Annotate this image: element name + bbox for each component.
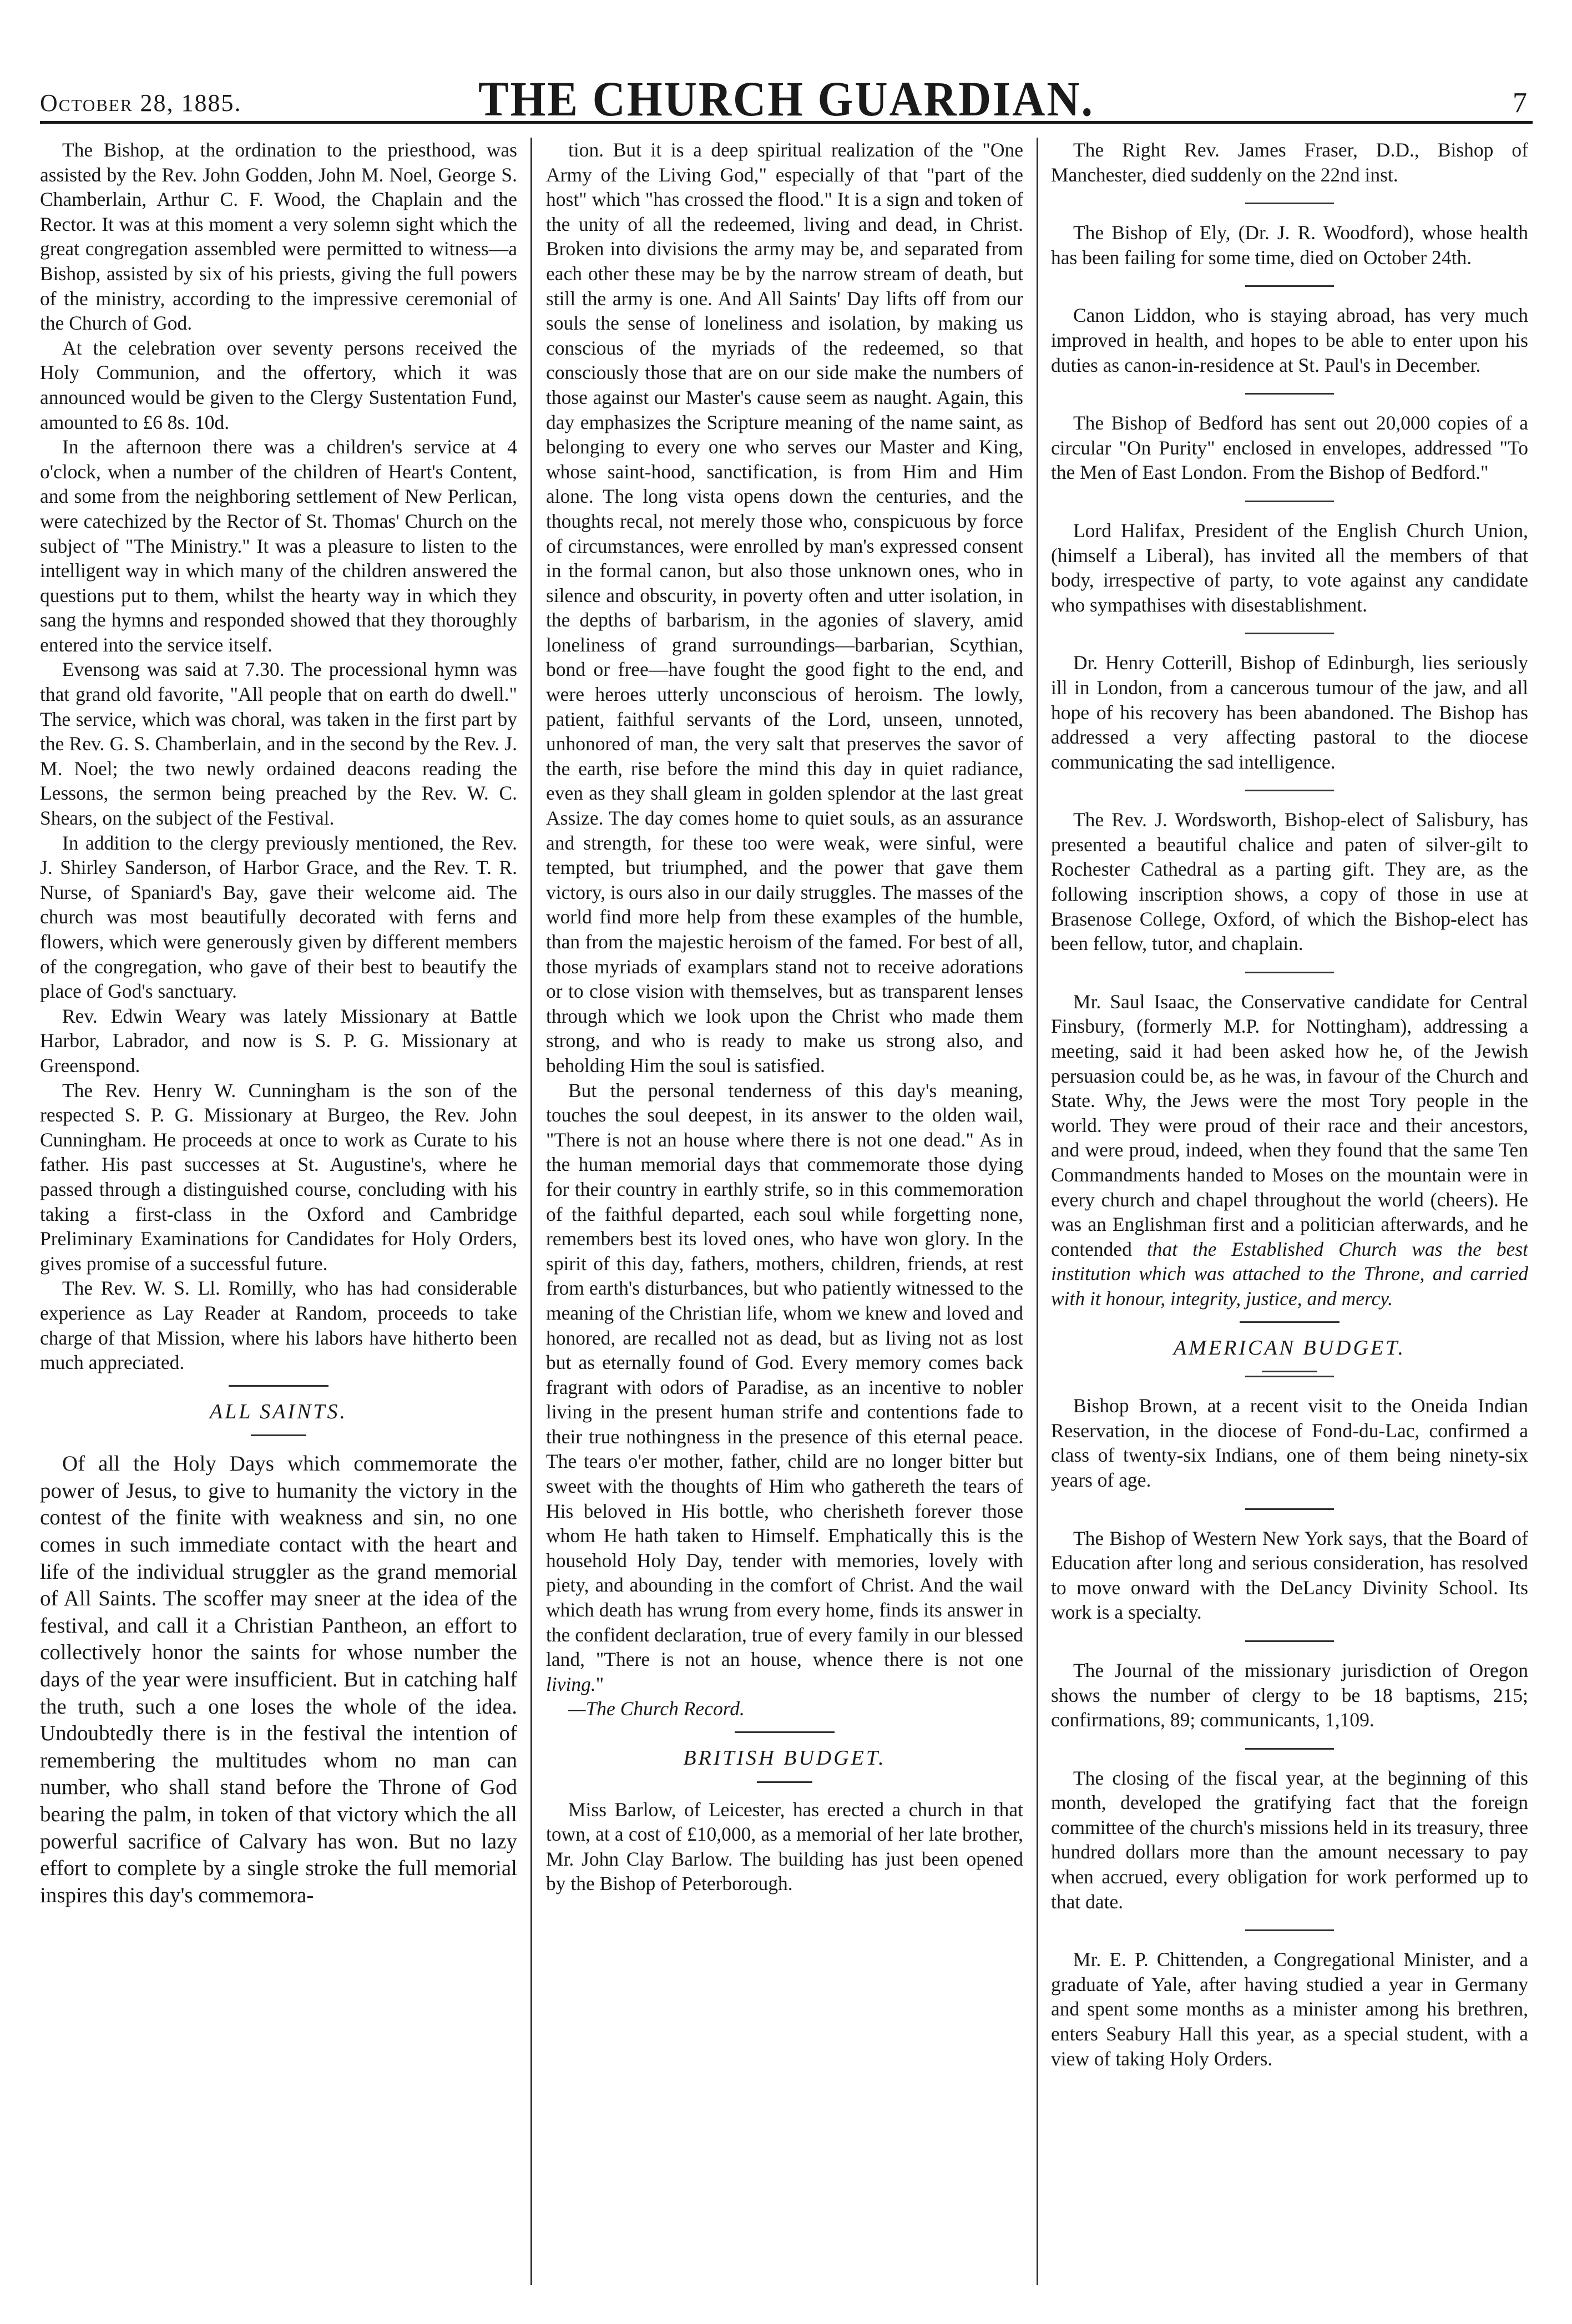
article-paragraph: Miss Barlow, of Leicester, has erected a church in that town, at a cost of £10,000, as a memorial of her late brother, Mr. John Clay Barlow. The building has just been opened by the Bishop of Peterborough. [546,1798,1023,1895]
article-paragraph: Of all the Holy Days which commemorate the power of Jesus, to give to humanity the victory in the contest of the finite with weakness and sin, no one comes in such immediate contact with the heart and life of the individual struggler as the grand memorial of All Saints. The scoffer may sneer at the idea of the festival, and call it a Christian Pantheon, an effort to collectively honor the saints for whose number the days of the year were insufficient. But in catching half the truth, such a one loses the whole of the idea. Undoubtedly there is in the festival the intention of remembering the multitudes whom no man can number, who shall stand before the Throne of God bearing the palm, in token of that victory which the all powerful sacrifice of Calvary has won. But no lazy effort to complete by a single stroke the full memorial inspires this day's commemora- [40,1452,517,1907]
news-item: The closing of the fiscal year, at the beginning of this month, developed the gratifying fact that the foreign committee of the church's missions held in its treasury, three hundred dollars more than the amount necessary to pay when accrued, every obligation for work performed up to that date. [1051,1766,1528,1914]
issue-date: October 28, 1885. [40,89,242,117]
article-paragraph: tion. But it is a deep spiritual realization of the "One Army of the Living God," especially of that "part of the host" which "has crossed the flood." It is a sign and token of the unity of all the redeemed, living and dead, in Christ. Broken into divisions the army may be, and separated from each other these may be by the narrow stream of death, but still the army is one. And All Saints' Day lifts off from our souls the sense of loneliness and isolation, by making us conscious of the myriads of the redeemed, so that consciously those that are on our side make the numbers of those against our Master's cause seem as naught. Again, this day emphasizes the Scripture meaning of the name saint, as belonging to every one who serves our Master and King, whose saint-hood, sanctification, is from Him and Him alone. The long vista opens down the centuries, and the thoughts recal, not merely those who, conspicuous by force of circumstances, were enrolled by man's expressed consent in the formal canon, but also those unknown ones, who in silence and obscurity, in poverty often and utter isolation, in the depths of barbarism, in the agonies of slavery, amid loneliness of grand surroundings—barbarian, Scythian, bond or free—have fought the good fight to the end, and were heroes utterly unconscious of heroism. The lowly, patient, faithful servants of the Lord, unseen, unnoted, unhonored of man, the very salt that preserves the savor of the earth, rise before the mind this day in quiet radiance, even as they shall gleam in golden splendor at the last great Assize. The day comes home to quiet souls, as an assurance and strength, for these too were weak, were sinful, were tempted, but triumphed, and the power that gave them victory, is ours also in our daily struggles. The masses of the world find more help from these examples of the humble, than from the majestic heroism of the famed. For best of all, those myriads of examplars stand not to receive adorations or to close vision with themselves, but as transparent lenses through which we look upon the Christ who made them strong, and who is ready to make us strong also, and beholding Him the soul is satisfied. [546,139,1023,1077]
article-source: —The Church Record. [568,1697,745,1720]
paragraph-text: Mr. Saul Isaac, the Conservative candidate for Central Finsbury, (formerly M.P. for Nottingham), addressing a meeting, said it had been asked how he, of the Jewish persuasion could be, as he was, in favour of the Church and State. Why, the Jews were the most Tory people in the world. They were proud of their race and their ancestors, and were proud, indeed, when they found that the same Ten Commandments handed to Moses on the mountain were in every church and chapel throughout the world (cheers). He was an Englishman first and a politician afterwards, and he contended [1051,990,1528,1260]
paragraph-text: But the personal tenderness of this day's meaning, touches the soul deepest, in its answer to the olden wail, "There is not an house where there is not one dead." As in the human memorial days that commemorate those dying for their country in earthly strife, so in this commemoration of the faithful departed, each soul while forgetting none, remembers best its loved ones, who have won glory. In the spirit of this day, fathers, mothers, children, friends, at rest from earth's disturbances, but who patiently witnessed to the meaning of the Christian life, whom we knew and loved and honored, are recalled not as dead, but as living not as lost but as eternally found of God. Every memory comes back fragrant with odors of Paradise, as an incentive to nobler living in the present human strife and contentions fade to their true nothingness in the presence of this eternal peace. The tears o'er mother, father, child are no longer bitter but sweet with the thoughts of Him who gathereth the tears of His beloved in His bottle, who cherisheth forever those whom He hath taken to Himself. Emphatically this is the household Holy Day, tender with memories, lovely with piety, and abounding in the comfort of Christ. And the wail which death has wrung from every home, finds its answer in the confident declaration, true of every family in our blessed land, "There is not an house, whence there is not one [546,1079,1023,1671]
news-item [1051,989,1528,1311]
column-divider [1037,138,1038,2285]
section-heading-british-budget: BRITISH BUDGET. [546,1746,1023,1771]
emphasis-text: that the Established Church was the best institution which was attached to the Throne, and carried with it honour, integrity, justice, and mercy. [1051,1237,1528,1310]
article-paragraph: Rev. Edwin Weary was lately Missionary at Battle Harbor, Labrador, and now is S. P. G. Missionary at Greenspond. [40,1004,517,1077]
article-paragraph: In the afternoon there was a children's service at 4 o'clock, when a number of the children of Heart's Content, and some from the neighboring settlement of New Perlican, were catechized by the Rector of St. Thomas' Church on the subject of "The Ministry." It was a pleasure to listen to the intelligent way in which many of the children answered the questions put to them, whilst the hearty way in which they sang the hymns and responded showed that they thoroughly entered into the service itself. [40,436,517,656]
news-item: Canon Liddon, who is staying abroad, has very much improved in health, and hopes to be able to enter upon his duties as canon-in-residence at St. Paul's in December. [1051,303,1528,377]
article-paragraph: At the celebration over seventy persons received the Holy Communion, and the offertory, which it was announced would be given to the Clergy Sustentation Fund, amounted to £6 8s. 10d. [40,336,517,433]
news-item: Lord Halifax, President of the English Church Union, (himself a Liberal), has invited all the members of that body, irrespective of party, to vote against any candidate who sympathises with disestablishment. [1051,518,1528,617]
news-item: Dr. Henry Cotterill, Bishop of Edinburgh, lies seriously ill in London, from a cancerous tumour of the jaw, and all hope of his recovery has been abandoned. The Bishop has addressed a very affecting pastoral to the diocese communicating the sad intelligence. [1051,650,1528,774]
section-heading-all-saints: ALL SAINTS. [40,1400,517,1424]
article-paragraph: In addition to the clergy previously mentioned, the Rev. J. Shirley Sanderson, of Harbor Grace, and the Rev. T. R. Nurse, of Spaniard's Bay, gave their welcome aid. The church was most beautifully decorated with ferns and flowers, which were generously given by different members of the congregation, who gave of their best to beautify the place of God's sanctuary. [40,831,517,1003]
column-2 [546,138,1023,2291]
article-paragraph: The Rev. Henry W. Cunningham is the son of the respected S. P. G. Missionary at Burgeo, the Rev. John Cunningham. He proceeds at once to work as Curate to his father. His past successes at St. Augustine's, where he passed through a distinguished course, concluding with his taking a first-class in the Oxford and Cambridge Preliminary Examinations for Candidates for Holy Orders, gives promise of a successful future. [40,1079,517,1275]
newspaper-page [40,55,1533,2297]
news-item: The Bishop of Bedford has sent out 20,000 copies of a circular "On Purity" enclosed in envelopes, addressed "To the Men of East London. From the Bishop of Bedford." [1051,411,1528,485]
masthead [40,55,1533,127]
section-heading-american-budget: AMERICAN BUDGET. [1051,1336,1528,1361]
page-number: 7 [1513,87,1527,119]
news-item: The Bishop of Western New York says, that the Board of Education after long and serious consideration, has resolved to move onward with the DeLancy Divinity School. Its work is a specialty. [1051,1526,1528,1625]
article-paragraph: Evensong was said at 7.30. The processional hymn was that grand old favorite, "All people that on earth do dwell." The service, which was choral, was taken in the first part by the Rev. G. S. Chamberlain, and in the second by the Rev. J. M. Noel; the two newly ordained deacons reading the Lessons, the sermon being preached by the Rev. W. C. Shears, on the subject of the Festival. [40,658,517,830]
news-item: The Right Rev. James Fraser, D.D., Bishop of Manchester, died suddenly on the 22nd inst. [1051,139,1528,186]
closing-quote: " [595,1673,604,1695]
column-1 [40,138,517,2291]
article-paragraph [546,1078,1023,1697]
news-item: Bishop Brown, at a recent visit to the Oneida Indian Reservation, in the diocese of Fond-du-Lac, confirmed a class of twenty-six Indians, one of them being ninety-six years of age. [1051,1393,1528,1492]
column-divider [530,138,532,2285]
column-3 [1051,138,1528,2291]
news-item: The Journal of the missionary jurisdiction of Oregon shows the number of clergy to be 18 baptisms, 215; confirmations, 89; communicants, 1,109. [1051,1658,1528,1732]
news-item: The Bishop of Ely, (Dr. J. R. Woodford), whose health has been failing for some time, died on October 24th. [1051,220,1528,270]
newspaper-title: THE CHURCH GUARDIAN. [478,72,1095,127]
news-item: The Rev. J. Wordsworth, Bishop-elect of Salisbury, has presented a beautiful chalice and paten of silver-gilt to Rochester Cathedral as a parting gift. They are, as the following inscription shows, a copy of those in use at Brasenose College, Oxford, of which the Bishop-elect has been fellow, tutor, and chaplain. [1051,807,1528,956]
article-paragraph: The Bishop, at the ordination to the priesthood, was assisted by the Rev. John Godden, John M. Noel, George S. Chamberlain, Arthur C. F. Wood, the Chaplain and the Rector. It was at this moment a very solemn sight which the great congregation assembled were permitted to witness—a Bishop, assisted by six of his priests, giving the full powers of the ministry, according to the impressive ceremonial of the Church of God. [40,139,517,335]
article-paragraph: The Rev. W. S. Ll. Romilly, who has had considerable experience as Lay Reader at Random, proceeds to take charge of that Mission, where his labors have hitherto been much appreciated. [40,1277,517,1374]
emphasis-text: living. [546,1673,596,1695]
news-item: Mr. E. P. Chittenden, a Congregational Minister, and a graduate of Yale, after having studied a year in Germany and spent some months as a minister among his brethren, enters Seabury Hall this year, as a special student, with a view of taking Holy Orders. [1051,1947,1528,2071]
